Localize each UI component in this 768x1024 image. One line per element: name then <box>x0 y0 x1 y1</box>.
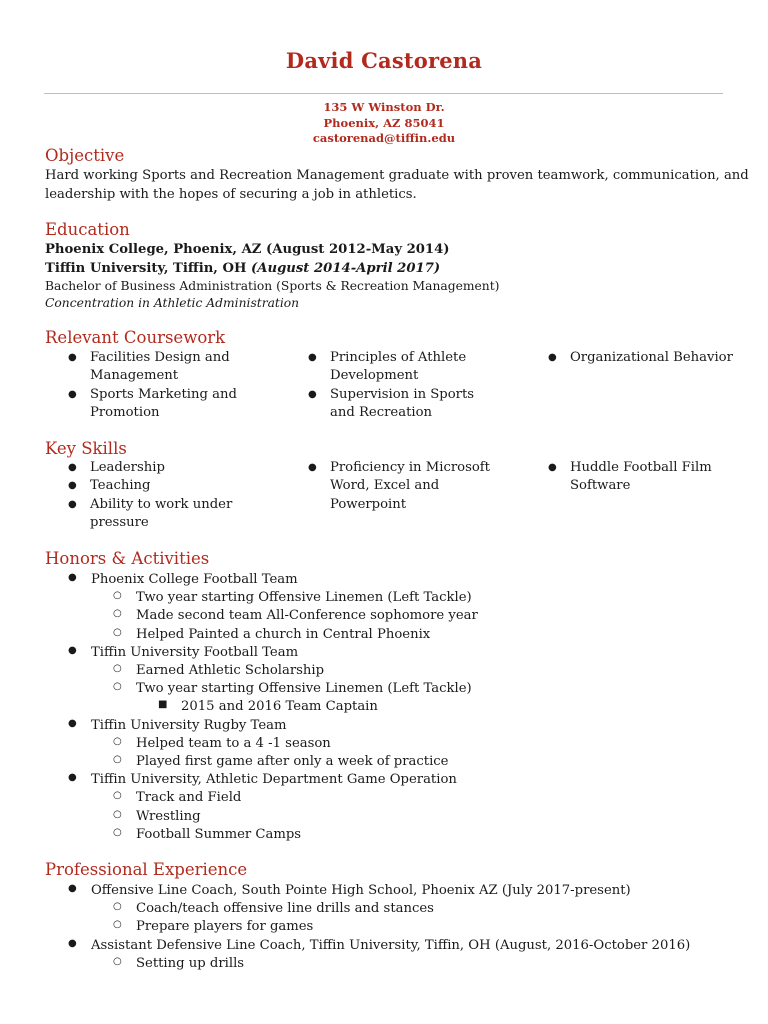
coursework-heading: Relevant Coursework <box>45 328 226 347</box>
bullet-icon: ● <box>68 498 77 510</box>
experience-heading: Professional Experience <box>45 860 248 879</box>
list-item: Offensive Line Coach, South Pointe High School, Phoenix AZ (July 2017-present) <box>91 883 631 898</box>
bullet-icon: ● <box>68 644 77 656</box>
bullet-icon: ● <box>308 352 317 363</box>
coursework-column <box>68 349 258 422</box>
list-item: Football Summer Camps <box>136 826 302 842</box>
list-item: Wrestling <box>136 808 201 824</box>
bullet-icon: ● <box>68 717 77 729</box>
list-item: Two year starting Offensive Linemen (Left Tackle) <box>136 590 472 606</box>
bullet-icon: ○ <box>113 790 122 802</box>
list-item: Played first game after only a week of practice <box>136 754 449 769</box>
header-divider <box>44 93 723 94</box>
list-item <box>308 386 498 423</box>
list-item-text: Organizational Behavior <box>570 350 733 365</box>
bullet-icon: ● <box>68 480 77 492</box>
list-item: Two year starting Offensive Linemen (Left Tackle) <box>136 681 472 697</box>
bullet-icon: ● <box>68 883 77 894</box>
bullet-icon: ● <box>68 462 77 473</box>
skills-column <box>308 459 498 514</box>
list-item-text: Huddle Football Film Software <box>570 460 712 494</box>
bullet-icon: ○ <box>113 681 122 693</box>
list-item: Earned Athletic Scholarship <box>136 663 325 678</box>
list-item-text: Leadership <box>90 460 165 475</box>
bullet-icon: ● <box>68 572 77 583</box>
objective-line-2: leadership with the hopes of securing a job in athletics. <box>45 187 417 202</box>
resume-name: David Castorena <box>285 48 483 73</box>
bullet-icon: ○ <box>113 626 122 638</box>
bullet-icon: ● <box>68 937 77 949</box>
list-item <box>68 459 258 477</box>
list-item: Assistant Defensive Line Coach, Tiffin University, Tiffin, OH (August, 2016-October 2016) <box>91 937 691 953</box>
list-item: 2015 and 2016 Team Captain <box>181 699 378 715</box>
objective-line-1: Hard working Sports and Recreation Management graduate with proven teamwork, communication, and <box>45 168 749 183</box>
skills-column <box>548 459 738 496</box>
education-school-2-dates: (August 2014-April 2017) <box>251 261 441 276</box>
list-item-text: Teaching <box>90 478 151 494</box>
list-item: Tiffin University Rugby Team <box>91 717 287 733</box>
list-item-text: Facilities Design and Management <box>90 350 230 384</box>
list-item <box>68 496 258 533</box>
list-item <box>68 349 258 386</box>
list-item <box>548 459 738 496</box>
list-item: Track and Field <box>136 790 242 806</box>
skills-heading: Key Skills <box>45 439 127 458</box>
list-item <box>68 386 258 423</box>
bullet-icon: ○ <box>113 955 122 967</box>
list-item: Tiffin University, Athletic Department Game Operation <box>91 772 457 788</box>
list-item: Helped Painted a church in Central Phoenix <box>136 626 431 642</box>
bullet-icon: ● <box>548 352 557 363</box>
honors-heading: Honors & Activities <box>45 549 210 568</box>
list-item: Phoenix College Football Team <box>91 572 298 587</box>
bullet-icon: ● <box>308 388 317 400</box>
list-item <box>68 477 258 495</box>
contact-email: castorenad@tiffin.edu <box>312 131 456 145</box>
contact-street: 135 W Winston Dr. <box>323 100 445 114</box>
education-school-2-name: Tiffin University, Tiffin, OH <box>45 261 252 276</box>
education-degree: Bachelor of Business Administration (Sports & Recreation Management) <box>45 279 500 293</box>
bullet-icon: ○ <box>113 901 122 913</box>
objective-heading: Objective <box>45 146 125 165</box>
list-item-text: Ability to work under pressure <box>90 496 233 530</box>
bullet-icon: ○ <box>113 754 122 765</box>
bullet-icon: ● <box>68 352 77 363</box>
list-item: Tiffin University Football Team <box>91 644 299 660</box>
bullet-icon: ● <box>68 772 77 784</box>
contact-block <box>0 100 768 147</box>
bullet-icon: ○ <box>113 663 122 674</box>
list-item <box>308 349 498 386</box>
bullet-icon: ● <box>308 462 317 473</box>
bullet-icon: ○ <box>113 808 122 820</box>
skills-column <box>68 459 258 532</box>
bullet-icon: ○ <box>113 735 122 747</box>
bullet-icon: ○ <box>113 608 122 620</box>
list-item: Made second team All-Conference sophomore year <box>136 608 478 624</box>
bullet-icon: ■ <box>158 699 168 711</box>
list-item: Setting up drills <box>136 955 245 971</box>
list-item-text: Proficiency in Microsoft Word, Excel and Powerpoint <box>330 460 490 512</box>
coursework-column <box>548 349 738 367</box>
list-item-text: Sports Marketing and Promotion <box>90 386 237 420</box>
bullet-icon: ● <box>548 462 557 473</box>
education-school-2 <box>45 260 440 278</box>
education-concentration: Concentration in Athletic Administration <box>45 296 300 310</box>
list-item: Prepare players for games <box>136 919 314 935</box>
contact-city: Phoenix, AZ 85041 <box>323 115 445 130</box>
bullet-icon: ○ <box>113 826 122 838</box>
list-item <box>308 459 498 514</box>
bullet-icon: ● <box>68 388 77 400</box>
bullet-icon: ○ <box>113 590 122 602</box>
list-item-text: Principles of Athlete Development <box>330 350 467 384</box>
education-school-1: Phoenix College, Phoenix, AZ (August 2012-May 2014) <box>45 242 450 257</box>
bullet-icon: ○ <box>113 919 122 931</box>
list-item <box>548 349 738 367</box>
education-heading: Education <box>45 220 130 239</box>
list-item: Helped team to a 4 -1 season <box>136 735 331 751</box>
list-item-text: Supervision in Sports and Recreation <box>330 386 475 420</box>
list-item: Coach/teach offensive line drills and stances <box>136 901 434 917</box>
coursework-column <box>308 349 498 422</box>
